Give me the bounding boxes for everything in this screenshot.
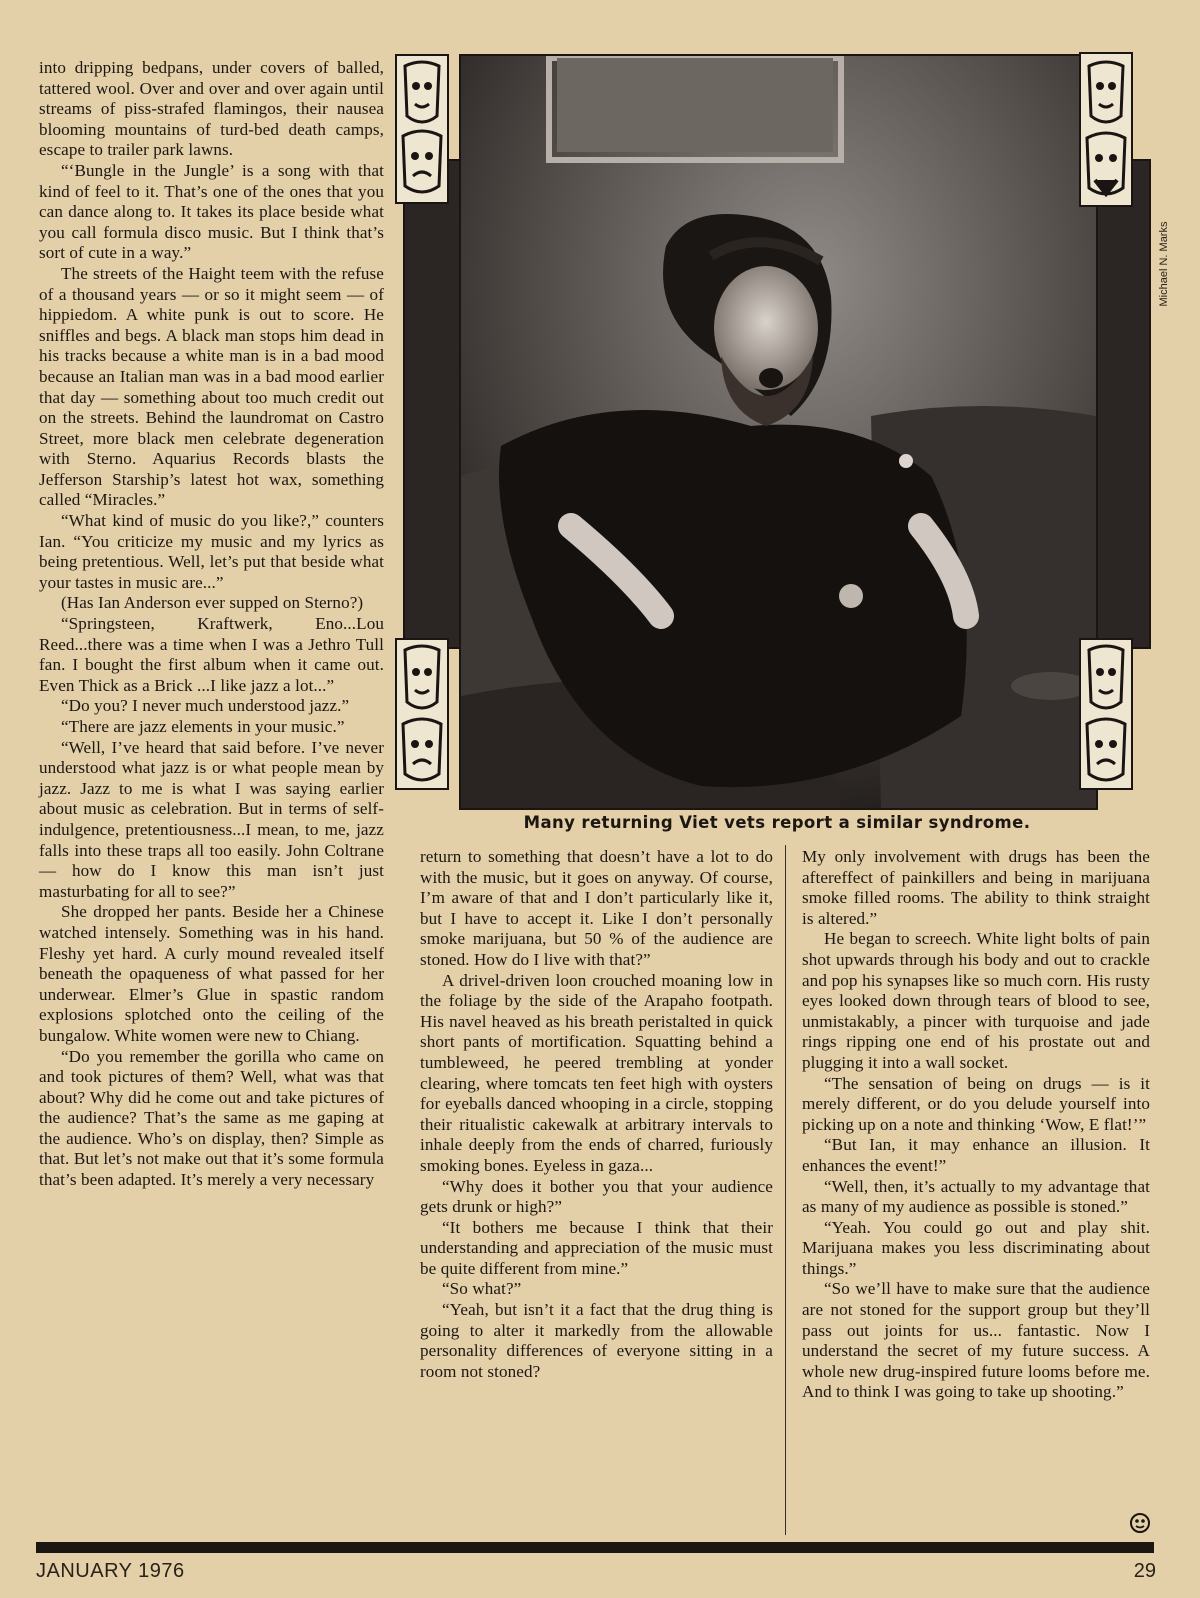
issue-date: JANUARY 1976 bbox=[36, 1560, 185, 1582]
paragraph: A drivel-driven loon crouched moaning low in the foliage by the side of the Arapaho footpath. His navel heaved as his breath peristalted in quick short pants of mortification. Squatting behind a tumbleweed, he peered trembling at yonder clearing, where tomcats ten feet high with oysters for eyeballs danced whooping in a circle, stopping their ritualistic cakewalk at arbitrary intervals to inhale deeply from the ends of charred, furiously smoking bones. Eyeless in gaza... bbox=[420, 970, 773, 1175]
paragraph: “The sensation of being on drugs — is it merely different, or do you delude yourself into picking up on a note and thinking ‘Wow, E flat!’” bbox=[802, 1073, 1150, 1134]
photo-frame bbox=[403, 52, 1151, 808]
paragraph: My only involvement with drugs has been the aftereffect of painkillers and being in marijuana smoke filled rooms. The ability to think straight is altered.” bbox=[802, 847, 1150, 928]
photo-illustration bbox=[461, 56, 1096, 808]
paragraph: “Yeah. You could go out and play shit. Marijuana makes you less discriminating about things.” bbox=[802, 1217, 1150, 1278]
paragraph: return to something that doesn’t have a lot to do with the music, but it goes on anyway. Of course, I’m aware of that and I don’t particularly like it, but I have to accept it. Like I don’t personally smoke marijuana, but 50 % of the audience are stoned. How do I live with that?” bbox=[420, 847, 773, 969]
paragraph: “Well, I’ve heard that said before. I’ve never understood what jazz is or what people mean by jazz. Jazz to me is what I was saying earlier about music as celebration. But in terms of self-indulgence, pretentiousness...I mean, to me, jazz falls into these traps all too easily. John Coltrane — how do I know this man isn’t just masturbating for all to see?” bbox=[39, 737, 384, 901]
paragraph: “But Ian, it may enhance an illusion. It enhances the event!” bbox=[802, 1135, 1150, 1175]
photo-ian-anderson bbox=[459, 54, 1098, 810]
page-number: 29 bbox=[1133, 1560, 1156, 1582]
column-divider bbox=[785, 845, 786, 1535]
article-column-1 bbox=[39, 58, 384, 1191]
carved-face-ornament-bottom-right bbox=[1079, 638, 1133, 790]
end-mark-icon bbox=[1128, 1512, 1152, 1534]
carved-face-ornament-top-right bbox=[1079, 52, 1133, 207]
paragraph: “Do you? I never much understood jazz.” bbox=[61, 696, 350, 716]
face-ornament-icon bbox=[397, 56, 447, 202]
paragraph: “Springsteen, Kraftwerk, Eno...Lou Reed...there was a time when I was a Jethro Tull fan. I bought the first album when it came out. Even Thick as a Brick ...I like jazz a lot...” bbox=[39, 614, 384, 695]
paragraph: “So we’ll have to make sure that the audience are not stoned for the support group but they’ll pass out joints for us... fantastic. Now I understand the secret of my future success. A whole new drug-inspired future looms before me. And to think I was going to take up shooting.” bbox=[802, 1279, 1150, 1402]
paragraph: “Do you remember the gorilla who came on and took pictures of them? Well, what was that about? Why did he come out and take pictures of the audience? That’s the same as me gaping at the audience. Who’s on display, then? Simple as that. But let’s not make out that it’s some formula that’s been adapted. It’s merely a very necessary bbox=[39, 1046, 384, 1190]
paragraph: “Yeah, but isn’t it a fact that the drug thing is going to alter it markedly from the allowable personality differences of everyone sitting in a room not stoned? bbox=[420, 1300, 773, 1381]
article-column-3 bbox=[802, 847, 1150, 1403]
paragraph: The streets of the Haight teem with the refuse of a thousand years — or so it might seem — of hippiedom. A white punk is out to score. He sniffles and begs. A black man stops him dead in his tracks because a white man is in a bad mood because an Italian man was in a bad mood earlier that day — something about too much credit out on the streets. Behind the laundromat on Castro Street, more black men celebrate degeneration with Sterno. Aquarius Records blasts the Jefferson Starship’s latest hot wax, something called “Miracles.” bbox=[39, 263, 384, 510]
paragraph: “So what?” bbox=[442, 1279, 522, 1299]
paragraph: “Why does it bother you that your audience gets drunk or high?” bbox=[420, 1176, 773, 1217]
photo-credit: Michael N. Marks bbox=[1158, 221, 1170, 307]
paragraph: “Well, then, it’s actually to my advantage that as many of my audience as possible is stoned.” bbox=[802, 1176, 1150, 1217]
face-ornament-icon bbox=[1081, 640, 1131, 788]
article-column-2 bbox=[420, 847, 773, 1382]
paragraph: She dropped her pants. Beside her a Chinese watched intensely. Something was in his hand. Fleshy yet hard. A curly mound revealed itself beneath the opaqueness of what passed for her underwear. Elmer’s Glue in spastic random explosions splotched onto the ceiling of the bungalow. White women were new to Chiang. bbox=[39, 902, 384, 1045]
footer-rule bbox=[36, 1542, 1154, 1553]
paragraph: (Has Ian Anderson ever supped on Sterno?) bbox=[61, 593, 364, 613]
paragraph: He began to screech. White light bolts of pain shot upwards through his body and out to crackle and pop his synapses like so much corn. His rusty eyes looked down through tears of blood to see, unmistakably, a pincer with turquoise and jade rings ripping one end of his prostate out and plugging it into a wall socket. bbox=[802, 929, 1150, 1072]
paragraph: “There are jazz elements in your music.” bbox=[61, 717, 345, 736]
face-ornament-icon bbox=[397, 640, 447, 788]
paragraph: “‘Bungle in the Jungle’ is a song with that kind of feel to it. That’s one of the ones that you can dance along to. It takes its place beside what you call formula disco music. But I think that’s sort of cute in a way.” bbox=[39, 160, 384, 263]
paragraph: “What kind of music do you like?,” counters Ian. “You criticize my music and my lyrics as being pretentious. Well, let’s put that beside what your tastes in music are...” bbox=[39, 511, 384, 592]
paragraph: into dripping bedpans, under covers of balled, tattered wool. Over and over and over again until streams of piss-strafed flamingos, their nausea blooming mountains of turd-bed death camps, escape to trailer park lawns. bbox=[39, 58, 384, 160]
face-ornament-icon bbox=[1081, 54, 1131, 205]
photo-caption: Many returning Viet vets report a similar syndrome. bbox=[523, 813, 1031, 832]
paragraph: “It bothers me because I think that their understanding and appreciation of the music must be quite different from mine.” bbox=[420, 1217, 773, 1278]
carved-face-ornament-bottom-left bbox=[395, 638, 449, 790]
carved-face-ornament-top-left bbox=[395, 54, 449, 204]
